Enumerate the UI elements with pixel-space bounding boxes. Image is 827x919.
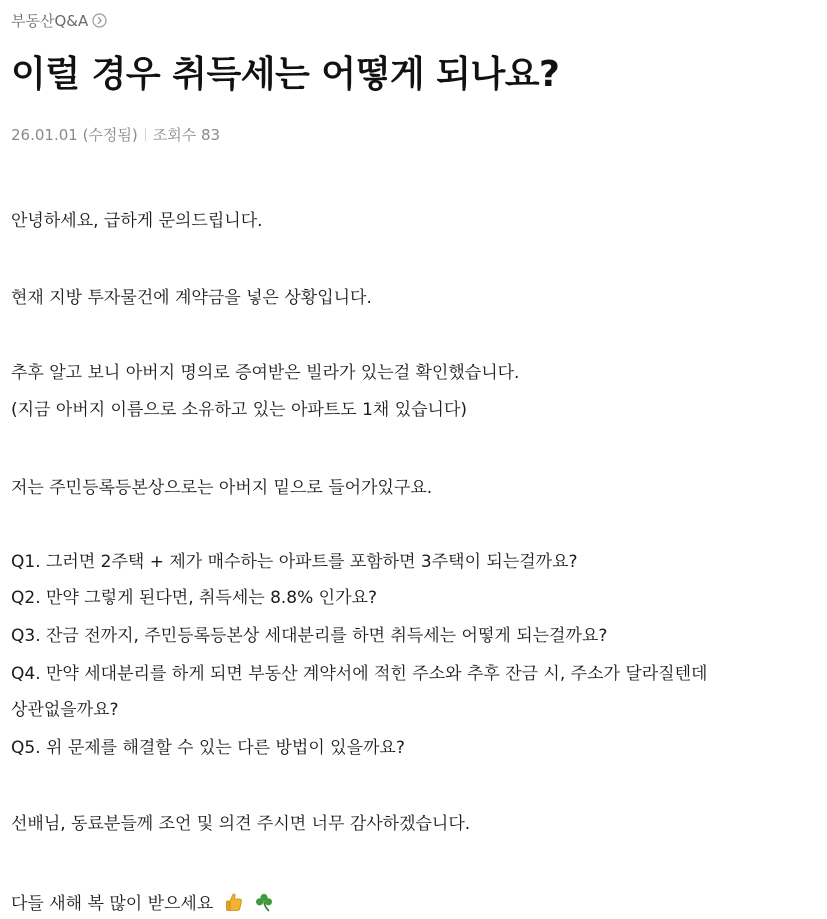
post-meta	[11, 124, 220, 145]
body-line-text: 다들 새해 복 많이 받으세요	[11, 894, 214, 914]
body-line: Q1. 그러면 2주택 + 제가 매수하는 아파트를 포함하면 3주택이 되는걸까요?	[11, 552, 578, 572]
body-line: 현재 지방 투자물건에 계약금을 넣은 상황입니다.	[11, 288, 372, 308]
body-line: 상관없을까요?	[11, 700, 119, 720]
body-line: 저는 주민등록등본상으로는 아버지 밑으로 들어가있구요.	[11, 478, 433, 498]
body-line: Q5. 위 문제를 해결할 수 있는 다른 방법이 있을까요?	[11, 738, 405, 758]
body-line: (지금 아버지 이름으로 소유하고 있는 아파트도 1채 있습니다)	[11, 400, 468, 420]
body-line: Q2. 만약 그렇게 된다면, 취득세는 8.8% 인가요?	[11, 588, 377, 608]
chevron-right-circle-icon	[92, 13, 107, 28]
body-line-last	[11, 892, 274, 916]
shamrock-emoji-icon	[254, 892, 274, 916]
category-link[interactable]	[11, 10, 107, 31]
page-title: 이럴 경우 취득세는 어떻게 되나요?	[11, 54, 560, 95]
thumbs-up-emoji-icon	[225, 892, 243, 916]
body-line: 추후 알고 보니 아버지 명의로 증여받은 빌라가 있는걸 확인했습니다.	[11, 363, 520, 383]
view-count: 조회수 83	[152, 126, 221, 144]
post-date: 26.01.01 (수정됨)	[11, 126, 138, 144]
body-line: 안녕하세요, 급하게 문의드립니다.	[11, 211, 263, 231]
body-line: 선배님, 동료분들께 조언 및 의견 주시면 너무 감사하겠습니다.	[11, 814, 471, 834]
meta-divider	[145, 128, 146, 141]
body-line: Q3. 잔금 전까지, 주민등록등본상 세대분리를 하면 취득세는 어떻게 되는걸까요?	[11, 626, 608, 646]
category-label: 부동산Q&A	[11, 12, 89, 30]
body-line: Q4. 만약 세대분리를 하게 되면 부동산 계약서에 적힌 주소와 추후 잔금 시, 주소가 달라질텐데	[11, 664, 708, 684]
